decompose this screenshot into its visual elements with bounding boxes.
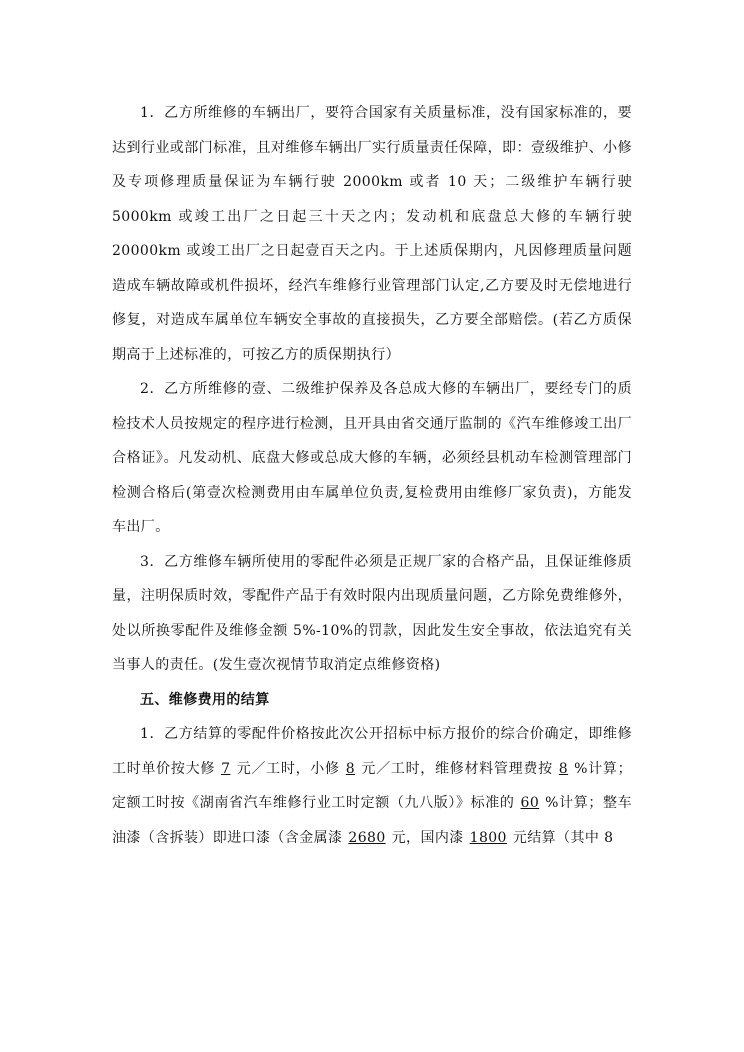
quota-percent: 60	[520, 795, 540, 811]
document-body	[112, 96, 632, 855]
fee-text-g: 元结算（其中 8	[512, 829, 614, 846]
fee-text-a: 1．乙方结算的零配件价格按此次公开招标中标方报价的综合价确定，即维修工时单价按大修	[112, 726, 632, 777]
fee-text-d: %计算；定额工时按《湖南省汽车维修行业工时定额（九八版）》标准的	[112, 760, 632, 811]
paragraph-spare-parts: 3．乙方维修车辆所使用的零配件必须是正规厂家的合格产品，且保证维修质量，注明保质时效，零配件产品于有效时限内出现质量问题，乙方除免费维修外，处以所换零配件及维修金额 5%-10%的罚款，因此发生安全事故，依法追究有关当事人的责任。(发生壹次视情节取消定点维修资格)	[112, 553, 632, 673]
domestic-paint-price: 1800	[469, 829, 507, 846]
fee-text-b: 元／工时，小修	[236, 760, 340, 777]
paragraph-fee-settlement	[112, 717, 632, 855]
fee-text-f: 元，国内漆	[391, 829, 464, 846]
imported-paint-price: 2680	[348, 829, 386, 846]
section-heading-fee-settlement: 五、维修费用的结算	[140, 691, 270, 708]
fee-text-c: 元／工时，维修材料管理费按	[361, 760, 553, 777]
major-repair-rate: 7	[221, 760, 231, 777]
paragraph-quality-standard: 1．乙方所维修的车辆出厂，要符合国家有关质量标准，没有国家标准的，要达到行业或部门标准，且对维修车辆出厂实行质量责任保障，即：壹级维护、小修及专项修理质量保证为车辆行驶 2000km 或者 10 天；二级维护车辆行驶 5000km 或竣工出厂之日起三十天之内；发动机和底盘总大修的车辆行驶 20000km 或竣工出厂之日起壹百天之内。于上述质保期内，凡因修理质量问题造成车辆故障或机件损坏，经汽车维修行业管理部门认定,乙方要及时无偿地进行修复，对造成车属单位车辆安全事故的直接损失，乙方要全部赔偿。(若乙方质保期高于上述标准的，可按乙方的质保期执行）	[112, 105, 632, 363]
minor-repair-rate: 8	[345, 760, 356, 777]
paragraph-inspection: 2．乙方所维修的壹、二级维护保养及各总成大修的车辆出厂，要经专门的质检技术人员按规定的程序进行检测，且开具由省交通厅监制的《汽车维修竣工出厂合格证》。凡发动机、底盘大修或总成大修的车辆，必须经县机动车检测管理部门检测合格后(第壹次检测费用由车属单位负责,复检费用由维修厂家负责)，方能发车出厂。	[112, 381, 632, 535]
material-fee-rate: 8	[558, 760, 569, 777]
fee-text-e: %计算；整车油漆（含拆装）即进口漆（含金属漆	[112, 795, 633, 846]
